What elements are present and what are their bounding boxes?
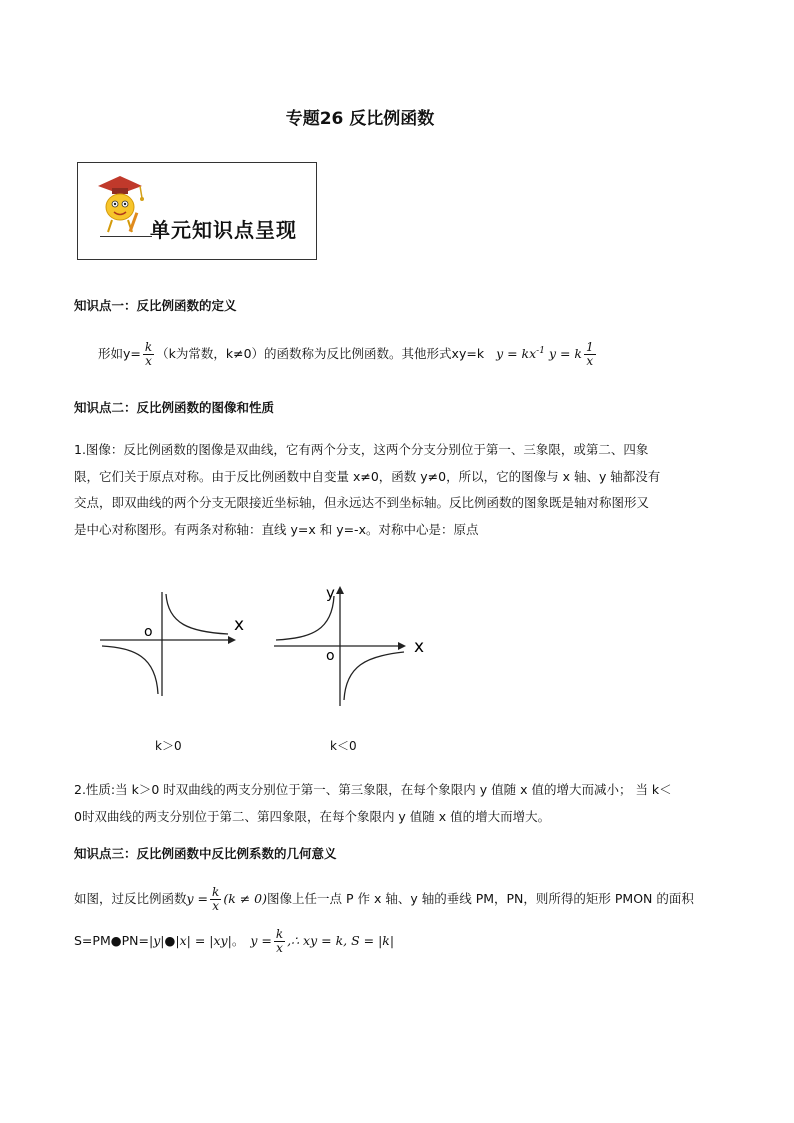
x-axis-arrow [228,636,236,644]
x-axis-arrow [398,642,406,650]
point2-heading: 知识点二：反比例函数的图像和性质 [74,400,275,415]
origin-label: o [144,624,153,640]
math-condition: (k ≠ 0) [223,891,268,906]
origin-label: o [326,648,335,664]
graph1-caption: k＞0 [155,739,182,753]
math-conclusion: ,∴ xy = k, S = |k| [287,933,395,948]
page-title: 专题26 反比例函数 [285,109,435,129]
point2-properties-paragraph [74,777,672,830]
point3-line2-mid: 。 [231,933,245,948]
form-kx-inverse: $y = kx^{-1}$ [496,346,545,362]
point3-line2-pre: S=PM●PN= [74,933,149,948]
paragraph-line: 2.性质:当 k＞0 时双曲线的两支分别位于第一、第三象限，在每个象限内 y 值随 x 值的增大而减小； 当 k＜ [74,782,672,797]
point3-line1-post: 图像上任一点 P 作 x 轴、y 轴的垂线 PM，PN，则所得的矩形 PMON 的面积 [267,891,694,906]
math-abs-product: |y|●|x| = |xy| [149,933,232,948]
graph-k-negative [272,580,432,710]
math-y-equals: y = [250,933,272,948]
graph-k-positive [98,590,258,700]
fraction-k-over-x: $\frac{k}{x}$ [144,340,153,369]
fraction-k-over-x: $\frac{k}{x}$ [275,927,284,955]
math-y-equals: y = [186,891,209,906]
hyperbola-branch-q1 [166,594,228,634]
x-axis-label: x [414,637,425,657]
point2-image-paragraph [74,437,660,543]
point3-line1-pre: 如图，过反比例函数 [74,891,187,906]
point1-mid: （k为常数，k≠0）的函数称为反比例函数。其他形式xy=k [156,346,485,362]
fraction-k-over-x: $\frac{k}{x}$ [212,885,220,913]
point1-definition [98,338,598,368]
paragraph-line: 交点，即双曲线的两个分支无限接近坐标轴，但永远达不到坐标轴。反比例函数的图象既是轴对称图形又 [74,495,650,510]
point1-heading: 知识点一：反比例函数的定义 [74,298,237,313]
hyperbola-branch-q2 [276,596,334,640]
y-axis-arrow [336,586,344,594]
y-axis-label: y [326,584,335,602]
point3-line1 [74,886,694,913]
paragraph-line: 限，它们关于原点对称。由于反比例函数中自变量 x≠0，函数 y≠0，所以，它的图像与 x 轴、y 轴都没有 [74,468,661,484]
hyperbola-branch-q3 [102,646,158,694]
banner-label: 单元知识点呈现 [150,218,297,242]
hyperbola-branch-q4 [344,652,404,700]
graph2-caption: k＜0 [330,739,357,753]
graduation-cap-mascot-icon [92,172,154,242]
point1-pre: 形如y= [98,346,141,362]
paragraph-line: 是中心对称图形。有两条对称轴：直线 y=x 和 y=-x。对称中心是：原点 [74,521,479,537]
x-axis-label: x [234,615,245,635]
banner-underline [100,236,152,237]
paragraph-line: 1.图像：反比例函数的图像是双曲线，它有两个分支，这两个分支分别位于第一、三象限，或第二、四象 [74,442,649,457]
point3-heading: 知识点三：反比例函数中反比例系数的几何意义 [74,846,337,861]
form-k-times-one-over-x: y = k $\frac{1}{x}$ [548,340,594,369]
paragraph-line: 0时双曲线的两支分别位于第二、第四象限，在每个象限内 y 值随 x 值的增大而增大。 [74,808,551,824]
point3-line2 [74,928,394,955]
